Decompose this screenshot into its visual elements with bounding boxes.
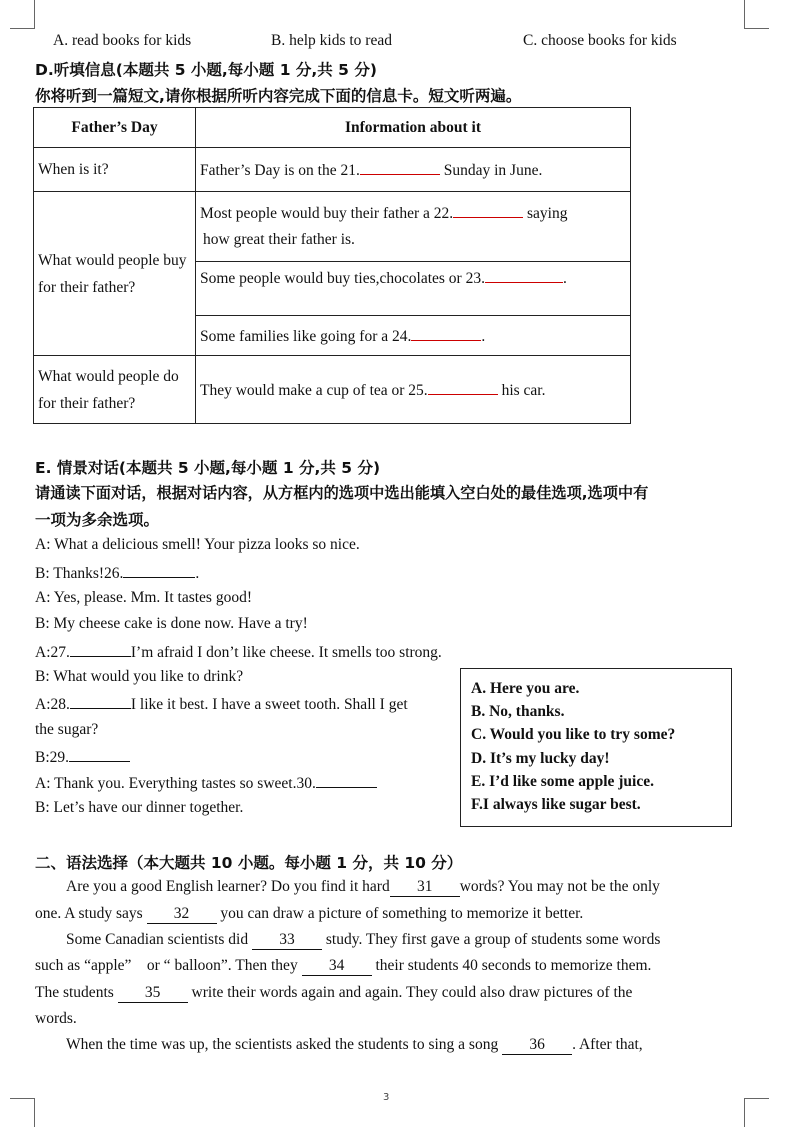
crop-mark-top-right bbox=[744, 0, 769, 29]
passage-text: Are you a good English learner? Do you find it hard bbox=[66, 878, 390, 895]
blank-33[interactable]: 33 bbox=[252, 931, 322, 950]
passage-line-6: words. bbox=[35, 1010, 77, 1027]
answer-23-suffix: . bbox=[562, 270, 567, 287]
dialog-28-suffix: I like it best. I have a sweet tooth. Shall I get bbox=[130, 696, 408, 713]
row-answer-25 bbox=[196, 356, 631, 424]
dialog-options-box bbox=[460, 668, 732, 827]
dialog-line-2 bbox=[35, 563, 199, 583]
blank-35[interactable]: 35 bbox=[118, 984, 188, 1003]
row-answer-23 bbox=[196, 262, 631, 316]
crop-mark-top-left bbox=[10, 0, 35, 29]
passage-line-4 bbox=[35, 957, 651, 976]
dialog-27-prefix: A:27. bbox=[35, 644, 70, 661]
blank-31[interactable]: 31 bbox=[390, 878, 460, 897]
dialog-line-8: the sugar? bbox=[35, 721, 99, 738]
row-answer-22 bbox=[196, 192, 631, 262]
answer-25-suffix: his car. bbox=[501, 381, 546, 399]
passage-line-7 bbox=[66, 1036, 643, 1055]
blank-34[interactable]: 34 bbox=[302, 957, 372, 976]
answer-23-prefix: Some people would buy ties,chocolates or 23. bbox=[200, 270, 485, 287]
dialog-26-suffix: . bbox=[195, 565, 200, 582]
col-header-fathers-day: Father’s Day bbox=[34, 108, 196, 148]
option-f: F.I always like sugar best. bbox=[471, 796, 641, 814]
blank-30[interactable] bbox=[316, 773, 377, 788]
passage-line-2 bbox=[35, 905, 583, 924]
passage-text: The students bbox=[35, 984, 114, 1001]
crop-mark-bottom-left bbox=[10, 1098, 35, 1127]
passage-text: words? You may not be the only bbox=[459, 878, 660, 895]
answer-24-prefix: Some families like going for a 24. bbox=[200, 327, 412, 345]
dialog-line-5 bbox=[35, 642, 442, 662]
passage-text: write their words again and again. They could also draw pictures of the bbox=[191, 984, 633, 1001]
dialog-26-prefix: B: Thanks!26. bbox=[35, 565, 124, 582]
prev-option-b: B. help kids to read bbox=[271, 32, 392, 49]
passage-text: Some Canadian scientists did bbox=[66, 931, 249, 948]
answer-24-suffix: . bbox=[481, 327, 486, 345]
page-number: 3 bbox=[383, 1092, 390, 1103]
fathers-day-info-table bbox=[33, 107, 631, 424]
passage-line-3 bbox=[66, 931, 660, 950]
passage-text: their students 40 seconds to memorize them. bbox=[375, 957, 652, 974]
option-b: B. No, thanks. bbox=[471, 703, 565, 721]
blank-29[interactable] bbox=[69, 747, 130, 762]
option-e: E. I’d like some apple juice. bbox=[471, 772, 654, 790]
section-d-instruction: 你将听到一篇短文,请你根据所听内容完成下面的信息卡。短文听两遍。 bbox=[35, 87, 522, 105]
prev-option-c: C. choose books for kids bbox=[523, 32, 677, 49]
dialog-line-7 bbox=[35, 694, 408, 714]
answer-22-suffix: saying bbox=[526, 204, 568, 222]
col-header-information: Information about it bbox=[196, 108, 631, 148]
dialog-27-suffix: I’m afraid I don’t like cheese. It smells too strong. bbox=[130, 644, 442, 661]
answer-22-line2: how great their father is. bbox=[203, 230, 355, 248]
option-a: A. Here you are. bbox=[471, 680, 580, 697]
passage-text: one. A study says bbox=[35, 905, 143, 922]
row-question-buy bbox=[34, 192, 196, 356]
row-question-when: When is it? bbox=[34, 148, 196, 192]
section-e-instruction-2: 一项为多余选项。 bbox=[35, 511, 160, 529]
row-answer-24 bbox=[196, 316, 631, 356]
crop-mark-bottom-right bbox=[744, 1098, 769, 1127]
dialog-line-9 bbox=[35, 747, 130, 767]
blank-27[interactable] bbox=[70, 642, 131, 657]
dialog-line-6: B: What would you like to drink? bbox=[35, 668, 244, 685]
passage-line-5 bbox=[35, 984, 632, 1003]
prev-option-a: A. read books for kids bbox=[53, 32, 192, 49]
blank-22[interactable] bbox=[453, 203, 523, 218]
answer-22-prefix: Most people would buy their father a 22. bbox=[200, 204, 454, 222]
answer-21-prefix: Father’s Day is on the 21. bbox=[200, 161, 360, 179]
row-question-do bbox=[34, 356, 196, 424]
blank-21[interactable] bbox=[360, 160, 440, 175]
dialog-line-10 bbox=[35, 773, 377, 793]
answer-21-suffix: Sunday in June. bbox=[443, 161, 543, 179]
option-c: C. Would you like to try some? bbox=[471, 726, 676, 744]
blank-36[interactable]: 36 bbox=[502, 1036, 572, 1055]
passage-text: When the time was up, the scientists asked the students to sing a song bbox=[66, 1036, 499, 1053]
dialog-line-3: A: Yes, please. Mm. It tastes good! bbox=[35, 589, 252, 606]
answer-25-prefix: They would make a cup of tea or 25. bbox=[200, 381, 428, 399]
section-e-instruction-1: 请通读下面对话，根据对话内容，从方框内的选项中选出能填入空白处的最佳选项,选项中有 bbox=[35, 484, 649, 502]
blank-26[interactable] bbox=[123, 563, 195, 578]
passage-text: study. They first gave a group of students some words bbox=[325, 931, 661, 948]
section-2-title: 二、语法选择（本大题共 10 小题。每小题 1 分，共 10 分） bbox=[35, 854, 463, 872]
blank-32[interactable]: 32 bbox=[147, 905, 217, 924]
option-d: D. It’s my lucky day! bbox=[471, 749, 610, 767]
passage-text: such as “apple” or “ balloon”. Then they bbox=[35, 957, 298, 974]
dialog-line-4: B: My cheese cake is done now. Have a try! bbox=[35, 615, 308, 632]
passage-text: you can draw a picture of something to memorize it better. bbox=[220, 905, 584, 922]
dialog-30-prefix: A: Thank you. Everything tastes so sweet.30. bbox=[35, 775, 316, 792]
blank-25[interactable] bbox=[428, 380, 498, 395]
dialog-29-prefix: B:29. bbox=[35, 749, 70, 766]
question-buy-text: What would people buy for their father? bbox=[38, 251, 187, 296]
blank-28[interactable] bbox=[70, 694, 131, 709]
blank-23[interactable] bbox=[485, 268, 563, 283]
passage-text: . After that, bbox=[572, 1036, 643, 1053]
row-answer-when bbox=[196, 148, 631, 192]
section-e-title: E. 情景对话(本题共 5 小题,每小题 1 分,共 5 分) bbox=[35, 459, 381, 477]
section-d-title: D.听填信息(本题共 5 小题,每小题 1 分,共 5 分) bbox=[35, 61, 377, 79]
dialog-28-prefix: A:28. bbox=[35, 696, 70, 713]
dialog-line-1: A: What a delicious smell! Your pizza looks so nice. bbox=[35, 536, 360, 553]
blank-24[interactable] bbox=[411, 326, 481, 341]
question-do-text: What would people do for their father? bbox=[38, 367, 179, 412]
dialog-line-11: B: Let’s have our dinner together. bbox=[35, 799, 244, 816]
passage-line-1 bbox=[66, 878, 660, 897]
